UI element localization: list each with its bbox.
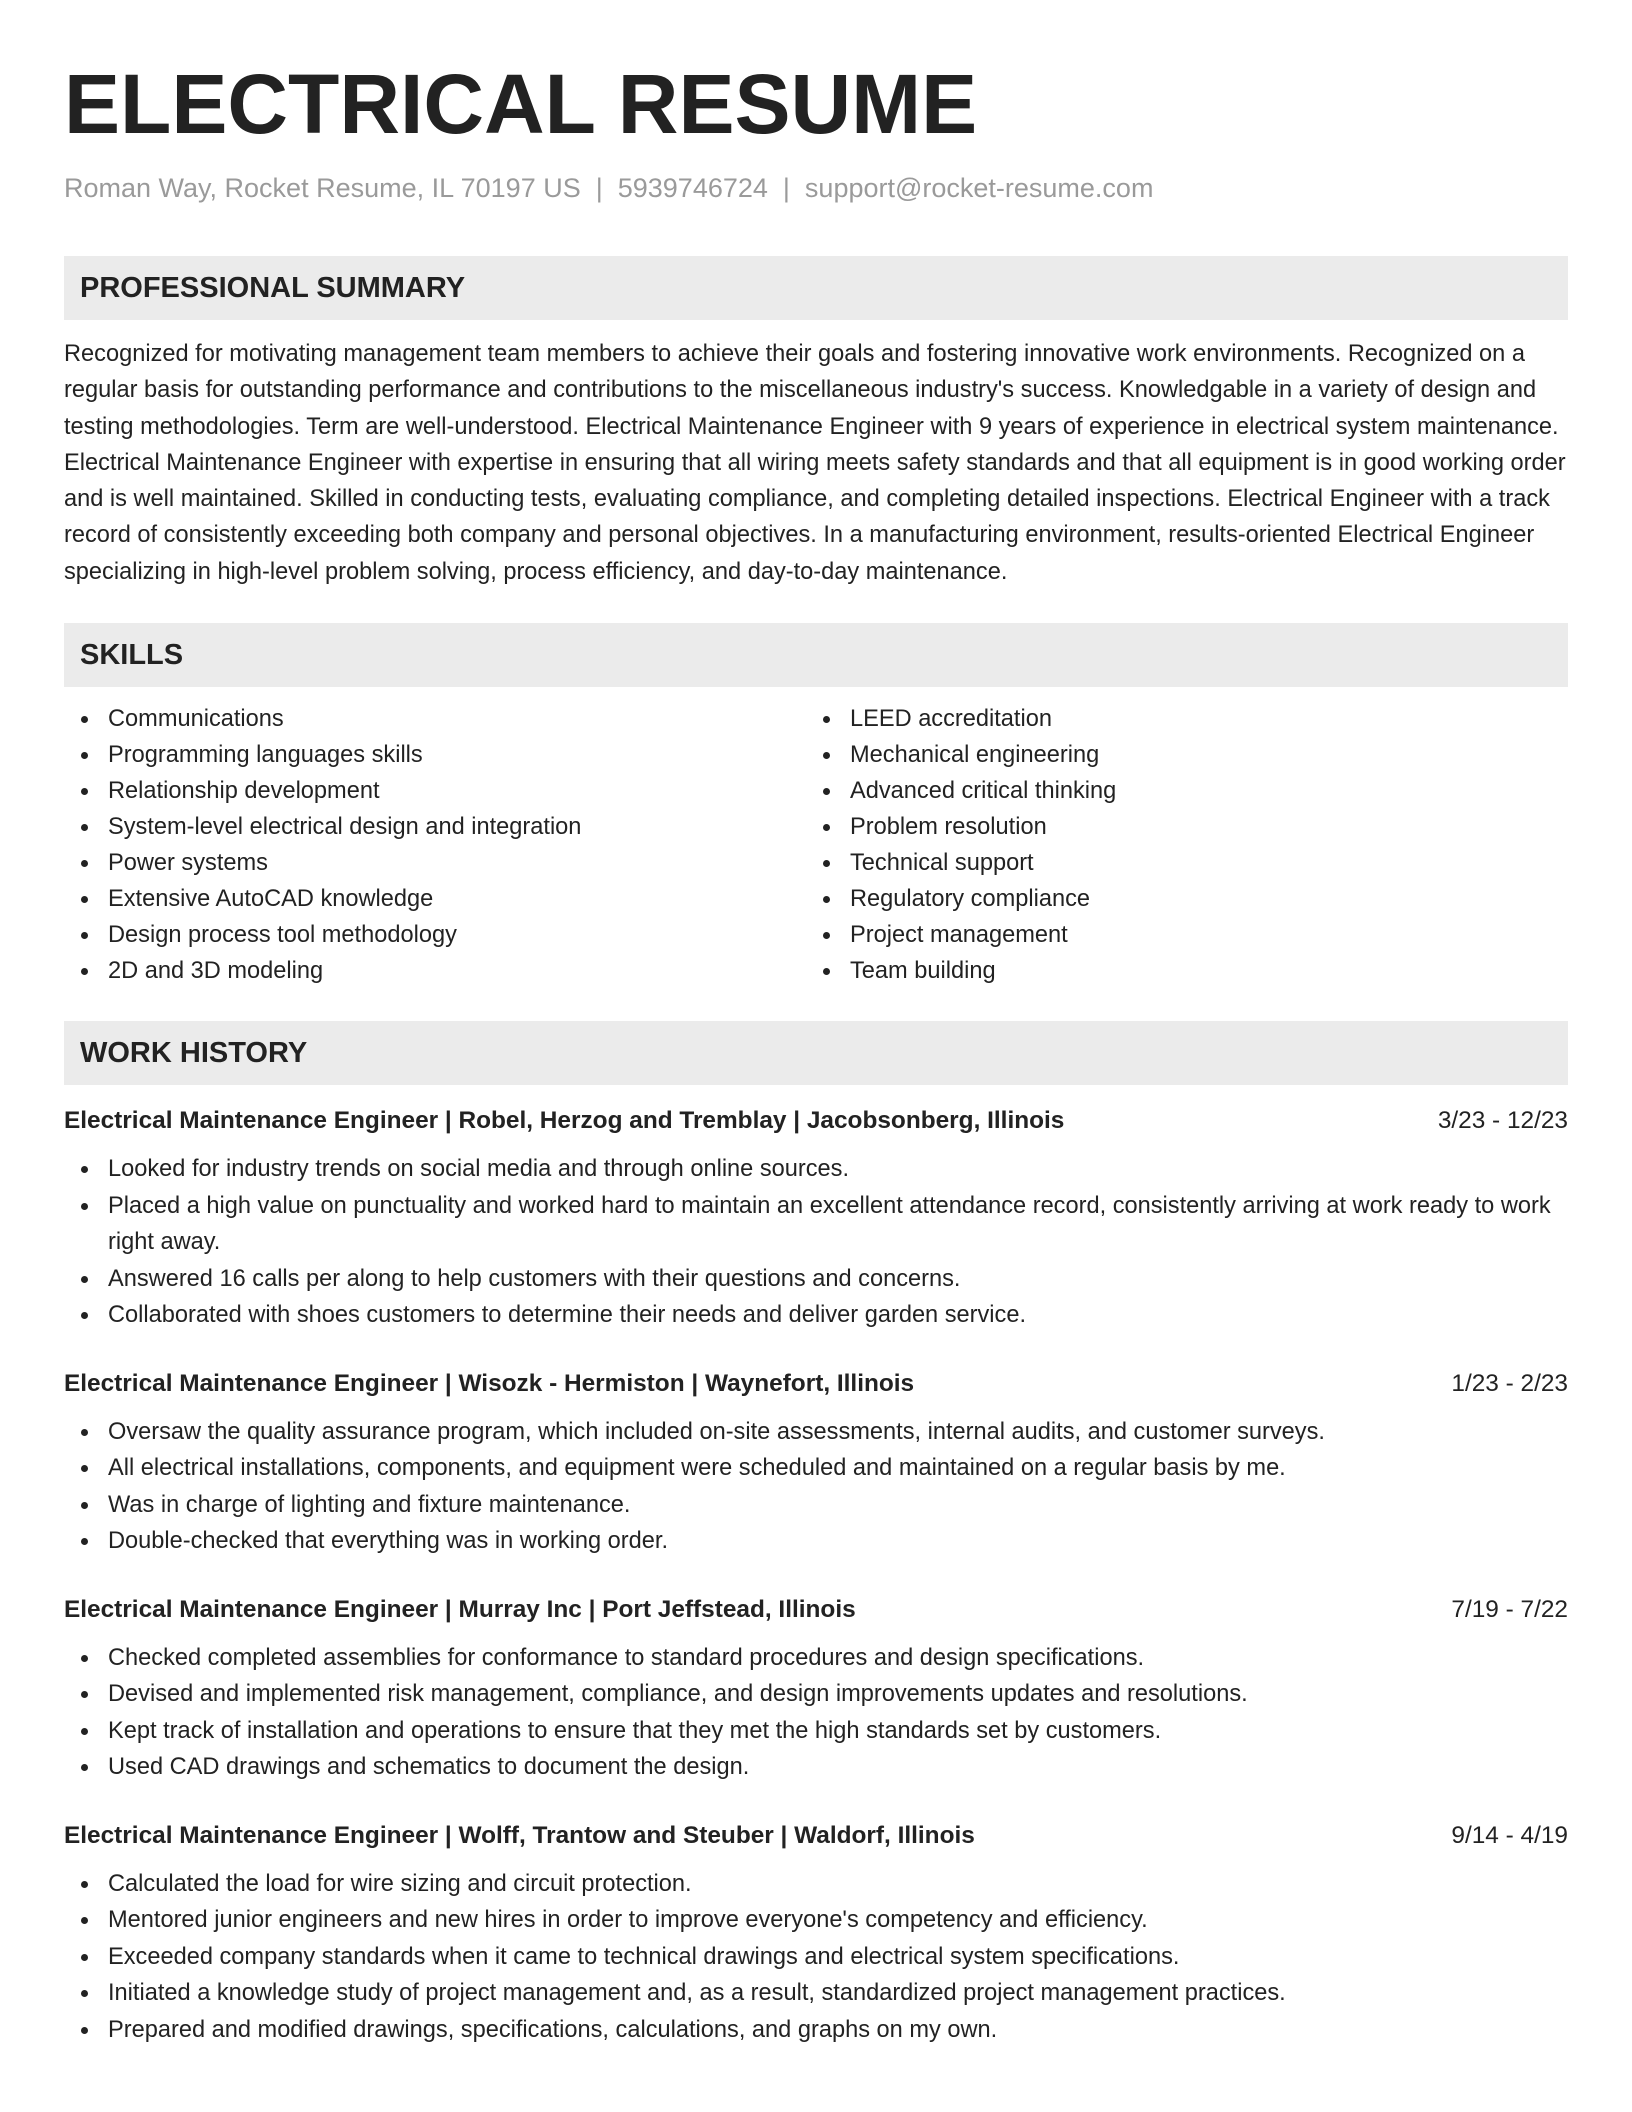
skill-item: Advanced critical thinking	[806, 773, 1548, 809]
job-bullet: Calculated the load for wire sizing and circuit protection.	[64, 1866, 1568, 1903]
resume-title: ELECTRICAL RESUME	[64, 57, 978, 151]
job-bullet: Checked completed assemblies for conformance to standard procedures and design specifications.	[64, 1640, 1568, 1677]
section-header-skills: SKILLS	[64, 623, 1568, 687]
job-bullet: Placed a high value on punctuality and worked hard to maintain an excellent attendance record, consistently arriving at work ready to work right away.	[64, 1188, 1568, 1261]
skills-column-left	[64, 701, 806, 989]
job-bullet-list	[64, 1866, 1568, 2049]
job-bullet-list	[64, 1414, 1568, 1560]
skill-item: Design process tool methodology	[64, 917, 806, 953]
job-bullet: Devised and implemented risk management, compliance, and design improvements updates and resolutions.	[64, 1676, 1568, 1713]
contact-email: support@rocket-resume.com	[804, 173, 1154, 203]
skill-item: Problem resolution	[806, 809, 1548, 845]
summary-paragraph: Recognized for motivating management team members to achieve their goals and fostering innovative work environments. Recognized on a regular basis for outstanding performance and contributions to the miscellaneous industry's success. Knowledgable in a variety of design and testing methodologies. Term are well-understood. Electrical Maintenance Engineer with 9 years of experience in electrical system maintenance. Electrical Maintenance Engineer with expertise in ensuring that all wiring meets safety standards and that all equipment is in good working order and is well maintained. Skilled in conducting tests, evaluating compliance, and completing detailed inspections. Electrical Engineer with a track record of consistently exceeding both company and personal objectives. In a manufacturing environment, results-oriented Electrical Engineer specializing in high-level problem solving, process efficiency, and day-to-day maintenance.	[64, 341, 1566, 585]
job-bullet-list	[64, 1151, 1568, 1334]
skill-item: LEED accreditation	[806, 701, 1548, 737]
contact-address: Roman Way, Rocket Resume, IL 70197 US	[64, 173, 581, 203]
skill-item: Regulatory compliance	[806, 881, 1548, 917]
job-dates: 9/14 - 4/19	[1451, 1821, 1568, 1849]
job-dates: 1/23 - 2/23	[1451, 1369, 1568, 1397]
skill-item: 2D and 3D modeling	[64, 953, 806, 989]
skill-item: Communications	[64, 701, 806, 737]
skill-item: Power systems	[64, 845, 806, 881]
job-bullet: Double-checked that everything was in working order.	[64, 1523, 1568, 1560]
job-bullet: Exceeded company standards when it came to technical drawings and electrical system specifications.	[64, 1939, 1568, 1976]
job-bullet: Looked for industry trends on social media and through online sources.	[64, 1151, 1568, 1188]
job-title: Electrical Maintenance Engineer | Wisozk - Hermiston | Waynefort, Illinois	[64, 1369, 915, 1397]
job-entry	[64, 1366, 1568, 1560]
contact-phone: 5939746724	[617, 173, 768, 203]
skill-item: Technical support	[806, 845, 1548, 881]
job-bullet: Kept track of installation and operations to ensure that they met the high standards set by customers.	[64, 1713, 1568, 1750]
job-bullet: Initiated a knowledge study of project management and, as a result, standardized project management practices.	[64, 1975, 1568, 2012]
job-bullet: Used CAD drawings and schematics to document the design.	[64, 1749, 1568, 1786]
job-bullet: All electrical installations, components, and equipment were scheduled and maintained on a regular basis by me.	[64, 1450, 1568, 1487]
job-bullet-list	[64, 1640, 1568, 1786]
skill-item: Programming languages skills	[64, 737, 806, 773]
section-header-work-history: WORK HISTORY	[64, 1021, 1568, 1085]
skill-item: Team building	[806, 953, 1548, 989]
job-title: Electrical Maintenance Engineer | Wolff, Trantow and Steuber | Waldorf, Illinois	[64, 1821, 975, 1849]
skill-item: System-level electrical design and integration	[64, 809, 806, 845]
job-header	[64, 1818, 1568, 1854]
section-header-professional-summary: PROFESSIONAL SUMMARY	[64, 256, 1568, 320]
skill-item: Relationship development	[64, 773, 806, 809]
job-bullet: Answered 16 calls per along to help customers with their questions and concerns.	[64, 1261, 1568, 1298]
contact-separator: |	[595, 173, 603, 203]
job-entry	[64, 1103, 1568, 1334]
job-bullet: Prepared and modified drawings, specifications, calculations, and graphs on my own.	[64, 2012, 1568, 2049]
job-title: Electrical Maintenance Engineer | Robel, Herzog and Tremblay | Jacobsonberg, Illinois	[64, 1107, 1065, 1135]
job-entry	[64, 1818, 1568, 2049]
job-title: Electrical Maintenance Engineer | Murray Inc | Port Jeffstead, Illinois	[64, 1595, 856, 1623]
contact-separator: |	[782, 173, 790, 203]
skill-item: Project management	[806, 917, 1548, 953]
skills-column-right	[806, 701, 1548, 989]
skills-list	[64, 701, 1568, 989]
job-bullet: Collaborated with shoes customers to determine their needs and deliver garden service.	[64, 1297, 1568, 1334]
job-header	[64, 1592, 1568, 1628]
job-bullet: Was in charge of lighting and fixture maintenance.	[64, 1487, 1568, 1524]
job-dates: 7/19 - 7/22	[1451, 1595, 1568, 1623]
skill-item: Mechanical engineering	[806, 737, 1548, 773]
job-bullet: Mentored junior engineers and new hires in order to improve everyone's competency and efficiency.	[64, 1902, 1568, 1939]
job-header	[64, 1366, 1568, 1402]
skill-item: Extensive AutoCAD knowledge	[64, 881, 806, 917]
contact-line	[64, 172, 1568, 204]
job-dates: 3/23 - 12/23	[1437, 1107, 1568, 1135]
job-header	[64, 1103, 1568, 1139]
job-bullet: Oversaw the quality assurance program, which included on-site assessments, internal audits, and customer surveys.	[64, 1414, 1568, 1451]
job-entry	[64, 1592, 1568, 1786]
